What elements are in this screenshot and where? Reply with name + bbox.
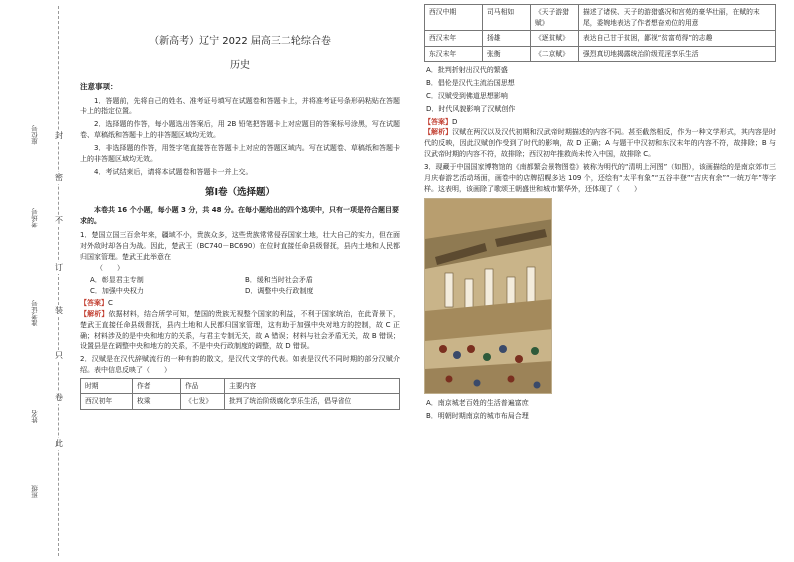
- answer-value: C: [108, 299, 113, 307]
- table-row: [81, 394, 400, 410]
- table-row: [425, 5, 776, 31]
- question-3-stem: 3．现藏于中国国家博物馆的《南都繁会景物图卷》被称为明代的“清明上河图”（如图），该画描绘的是南京郊市三月庆春游艺活动场面，画卷中的店牌招幌多达 109 个，还绘有“太平有象”“五谷丰登”“吉庆有余”“一统万年”等字样。这表明，该画除了歌颂王朝盛世和城市繁华外，还体现了（ ）: [424, 162, 776, 193]
- cut-word: 装: [54, 305, 64, 317]
- table-cell: 东汉末年: [425, 46, 483, 62]
- option-b[interactable]: B．明朝时期南京的城市布局合理: [426, 412, 529, 421]
- admission-number-field[interactable]: 准考证号: [31, 300, 39, 326]
- option-c[interactable]: C．汉赋受到佛道思想影响: [426, 91, 508, 100]
- left-column: [80, 22, 400, 410]
- notes-title: 注意事项：: [80, 82, 118, 91]
- note-item: 3．非选择题的作答，用签字笔直接答在答题卡上对应的答题区域内。写在试题卷、草稿纸和答题卡上的非答题区域均无效。: [80, 144, 400, 163]
- cut-word: 封: [54, 130, 64, 142]
- seat-number-field[interactable]: 座位号: [31, 125, 39, 145]
- answer-label: 【答案】: [80, 299, 108, 307]
- table-header-cell: 时期: [81, 378, 133, 394]
- class-field[interactable]: 班级: [31, 485, 39, 498]
- explanation-text: 汉赋在两汉以及汉代初期和汉武帝时期描述的内容不同。甚至截然相反，作为一种文学形式，其内容是时代的反映，因此汉赋创作受到了时代的影响，故 D 正确；A 与题干中汉初和东汉末年的内容不符，故排除；B 与汉武帝时期的内容不符，故排除；西汉初年推救尚未传入中国，故排除 C。: [424, 128, 777, 159]
- table-cell: 西汉初年: [81, 394, 133, 410]
- question-2-table-part2: [424, 4, 776, 62]
- exam-room-field[interactable]: 考场号: [31, 208, 39, 228]
- table-row: [425, 46, 776, 62]
- option-d[interactable]: D．时代风貌影响了汉赋创作: [426, 104, 516, 113]
- cut-word: 密: [54, 172, 64, 184]
- cut-word: 不: [54, 215, 64, 227]
- question-2-explanation: [424, 127, 776, 160]
- explanation-label: 【解析】: [80, 309, 109, 318]
- option-d[interactable]: D．调整中央行政制度: [245, 287, 314, 296]
- table-cell: 张衡: [483, 46, 531, 62]
- option-c[interactable]: C．加强中央权力: [90, 287, 144, 296]
- section-instructions: 本卷共 16 个小题，每小题 3 分，共 48 分。在每小题给出的四个选项中，只有一项是符合题目要求的。: [80, 206, 399, 226]
- painting-illustration: [425, 199, 552, 394]
- answer-value: D: [452, 117, 458, 126]
- note-item: 1．答题前，先将自己的姓名、准考证号填写在试题卷和答题卡上，并将准考证号条形码粘贴在答题卡上的指定位置。: [80, 96, 400, 116]
- question-2-answer: [424, 117, 776, 128]
- table-row: [425, 31, 776, 47]
- table-cell: 批判了统治阶级腐化享乐生活，倡导省位: [225, 394, 400, 410]
- exam-subject: 历史: [230, 59, 250, 71]
- question-1-answer: [80, 298, 400, 309]
- option-b[interactable]: B．倡伦是汉代主流治国思想: [426, 78, 515, 87]
- note-item: 4．考试结束后，请将本试题卷和答题卡一并上交。: [94, 167, 253, 176]
- explanation-text: 依据材料，结合所学可知，楚国的贵族无视整个国家的利益，不利于国家统治，在此背景下，楚武王直接任命县级督抚，县内土地和人民都归国家管理，这有助于加强中央对地方的控制，故 C 正确；材料涉及的是中央和地方的关系，与君主专制无关，故 A 错误；材料与社会矛盾无关，故 B 错误；设置县是在调整中央和地方的关系，不是中央行政制度的调整，故 D 错误。: [80, 309, 401, 351]
- painting-image: [424, 198, 552, 394]
- table-cell: 《逐贫赋》: [531, 31, 579, 47]
- section-title: 第Ⅰ卷（选择题）: [204, 186, 276, 198]
- table-cell: 描述了诸侯、天子的游猎盛况和宫苑的豪华壮丽，在赋的末尾，委婉地表达了作者想奋劝位的用意: [579, 5, 776, 31]
- binding-margin: [0, 0, 78, 562]
- question-2-table-part1: [80, 378, 400, 410]
- table-header-cell: 主要内容: [225, 378, 400, 394]
- table-cell: 《七发》: [181, 394, 225, 410]
- cut-line: [58, 6, 59, 556]
- table-header-cell: 作品: [181, 378, 225, 394]
- table-cell: 扬雄: [483, 31, 531, 47]
- option-a[interactable]: A．批判折射出汉代的繁盛: [426, 66, 508, 75]
- question-3-options: [424, 398, 776, 422]
- table-cell: 强烈真切地揭露统治阶级荒淫享乐生活: [579, 46, 776, 62]
- cut-word: 订: [54, 262, 64, 274]
- cut-word: 此: [54, 438, 64, 450]
- question-2-options: [424, 65, 776, 114]
- cut-word: 卷: [54, 392, 64, 404]
- option-a[interactable]: A．南京城老百姓的生活普遍富庶: [426, 399, 529, 408]
- table-cell: 枚乘: [133, 394, 181, 410]
- exam-title: （新高考）辽宁 2022 届高三二轮综合卷: [149, 36, 331, 47]
- option-b[interactable]: B．缓和当时社会矛盾: [245, 276, 313, 285]
- question-2-stem: 2．汉赋是在汉代辞赋流行的一种有韵的散文，是汉代文学的代表。如表是汉代不同时期的部分汉赋介绍。表中信息反映了（ ）: [80, 355, 400, 375]
- question-1-options: [80, 275, 400, 297]
- question-1-blank: （ ）: [96, 264, 124, 273]
- question-1-stem: 1．楚国立国三百余年来，疆域不小，贵族众多，这些贵族常常侵吞国家土地，壮大自己的实力，但在面对外敌时却各自为战。因此，楚武王（BC740－BC690）在位时直接任命县级督抚，县内土地和人民都归国家管理。楚武王此举意在: [80, 230, 400, 261]
- table-cell: 西汉中期: [425, 5, 483, 31]
- right-column: [424, 2, 776, 424]
- cut-word: 只: [54, 350, 64, 362]
- answer-label: 【答案】: [424, 117, 452, 126]
- table-cell: 司马相如: [483, 5, 531, 31]
- table-header-cell: 作者: [133, 378, 181, 394]
- table-cell: 《二京赋》: [531, 46, 579, 62]
- option-a[interactable]: A．彰显君主专制: [90, 276, 144, 285]
- explanation-label: 【解析】: [424, 128, 453, 137]
- note-item: 2．选择题的作答，每小题选出答案后，用 2B 铅笔把答题卡上对应题目的答案标号涂黑，写在试题卷、草稿纸和答题卡上的非答题区域均无效。: [80, 120, 400, 140]
- table-cell: 表达自己甘于贫困，鄙视“贫富苟得”的志趣: [579, 31, 776, 47]
- table-cell: 《天子游猎赋》: [531, 5, 579, 31]
- question-1-explanation: [80, 309, 400, 352]
- name-field[interactable]: 姓名: [31, 410, 39, 423]
- table-cell: 西汉末年: [425, 31, 483, 47]
- table-header-row: [81, 378, 400, 394]
